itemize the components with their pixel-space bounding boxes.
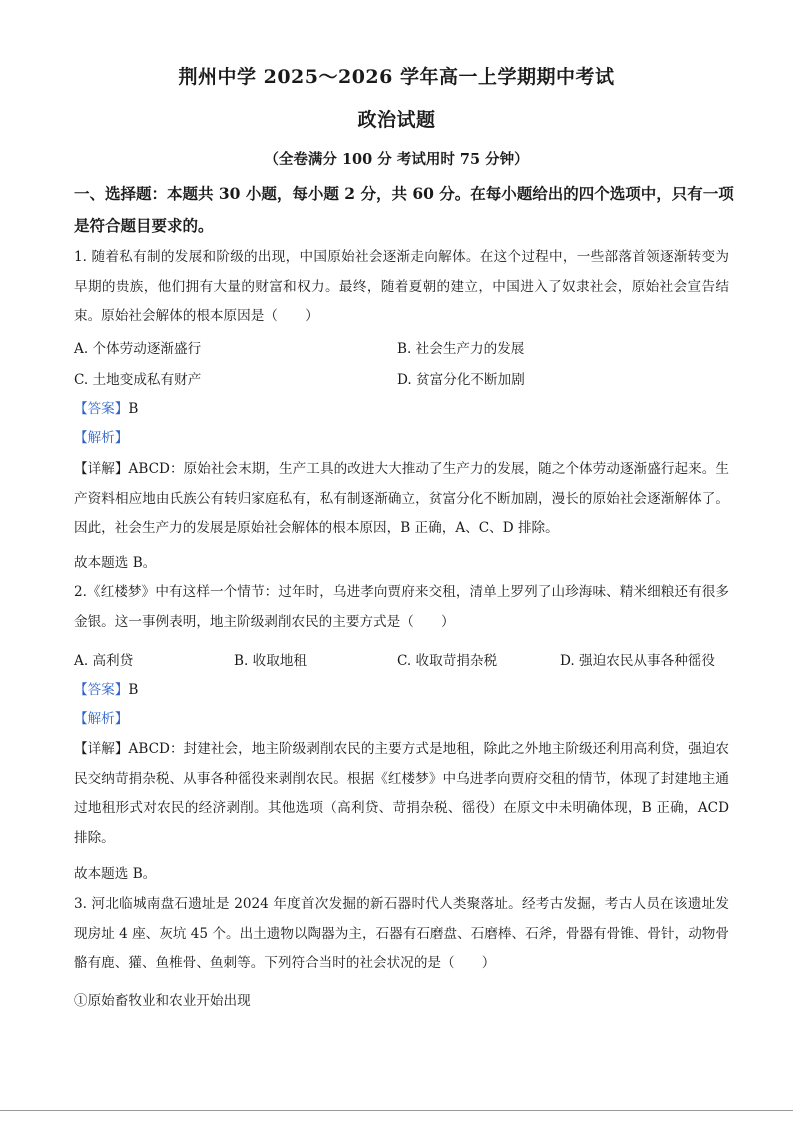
answer-tag: 【答案】 xyxy=(74,682,129,698)
answer-tag: 【答案】 xyxy=(74,401,129,417)
section-heading: 一、选择题：本题共 30 小题，每小题 2 分，共 60 分。在每小题给出的四个选项中，只有一项是符合题目要求的。 xyxy=(74,184,734,235)
q1-answer-value: B xyxy=(128,401,139,417)
q1-option-a: A. 个体劳动逐渐盛行 xyxy=(74,341,202,357)
analysis-tag: 【解析】 xyxy=(74,430,129,446)
q1-detail xyxy=(74,455,729,544)
q2-stem: 2.《红楼梦》中有这样一个情节：过年时，乌进孝向贾府来交租，清单上罗列了山珍海味、精米细粮还有很多金银。这一事例表明，地主阶级剥削农民的主要方式是（ ） xyxy=(74,584,729,630)
page-bottom-rule xyxy=(0,1110,793,1111)
q2-option-c: C. 收取苛捐杂税 xyxy=(397,653,498,669)
exam-title: 荆州中学 2025～2026 学年高一上学期期中考试 xyxy=(178,66,615,88)
q2-option-a: A. 高利贷 xyxy=(74,653,134,669)
q2-analysis xyxy=(74,709,729,729)
q2-option-d: D. 强迫农民从事各种徭役 xyxy=(560,653,715,669)
analysis-tag: 【解析】 xyxy=(74,711,129,727)
q1-conclusion: 故本题选 B。 xyxy=(74,555,157,571)
q1-answer xyxy=(74,399,729,419)
q1-stem: 1. 随着私有制的发展和阶级的出现，中国原始社会逐渐走向解体。在这个过程中，一些部落首领逐渐转变为早期的贵族，他们拥有大量的财富和权力。最终，随着夏朝的建立，中国进入了奴隶社会，原始社会宣告结束。原始社会解体的根本原因是（ ） xyxy=(74,249,729,324)
q2-detail xyxy=(74,735,729,853)
q3-item-1: ①原始畜牧业和农业开始出现 xyxy=(74,993,251,1009)
q2-answer-value: B xyxy=(128,682,139,698)
exam-info: （全卷满分 100 分 考试用时 75 分钟） xyxy=(264,151,529,168)
exam-subject: 政治试题 xyxy=(357,109,436,131)
q2-conclusion: 故本题选 B。 xyxy=(74,866,157,882)
q3-stem: 3. 河北临城南盘石遗址是 2024 年度首次发掘的新石器时代人类聚落址。经考古发掘，考古人员在该遗址发现房址 4 座、灰坑 45 个。出土遗物以陶器为主，石器有石磨盘、石磨棒、石斧，骨器有骨锥、骨针，动物骨骼有鹿、獾、鱼椎骨、鱼刺等。下列符合当时的社会状况的是（ ） xyxy=(74,896,729,971)
q1-option-b: B. 社会生产力的发展 xyxy=(397,341,525,357)
q1-option-c: C. 土地变成私有财产 xyxy=(74,372,202,388)
detail-tag: 【详解】 xyxy=(74,741,129,757)
detail-tag: 【详解】 xyxy=(74,461,129,477)
q2-detail-text: ABCD：封建社会，地主阶级剥削农民的主要方式是地租，除此之外地主阶级还利用高利贷，强迫农民交纳苛捐杂税、从事各种徭役来剥削农民。根据《红楼梦》中乌进孝向贾府交租的情节，体现了封建地主通过地租形式对农民的经济剥削。其他选项（高利贷、苛捐杂税、徭役）在原文中未明确体现，B 正确，ACD 排除。 xyxy=(74,741,729,846)
q2-option-b: B. 收取地租 xyxy=(234,653,308,669)
q1-option-d: D. 贫富分化不断加剧 xyxy=(397,372,525,388)
q1-analysis xyxy=(74,428,729,448)
q1-detail-text: ABCD：原始社会末期，生产工具的改进大大推动了生产力的发展，随之个体劳动逐渐盛行起来。生产资料相应地由氏族公有转归家庭私有，私有制逐渐确立，贫富分化不断加剧，漫长的原始社会逐渐解体了。因此，社会生产力的发展是原始社会解体的根本原因，B 正确，A、C、D 排除。 xyxy=(74,461,729,536)
q2-answer xyxy=(74,680,729,700)
